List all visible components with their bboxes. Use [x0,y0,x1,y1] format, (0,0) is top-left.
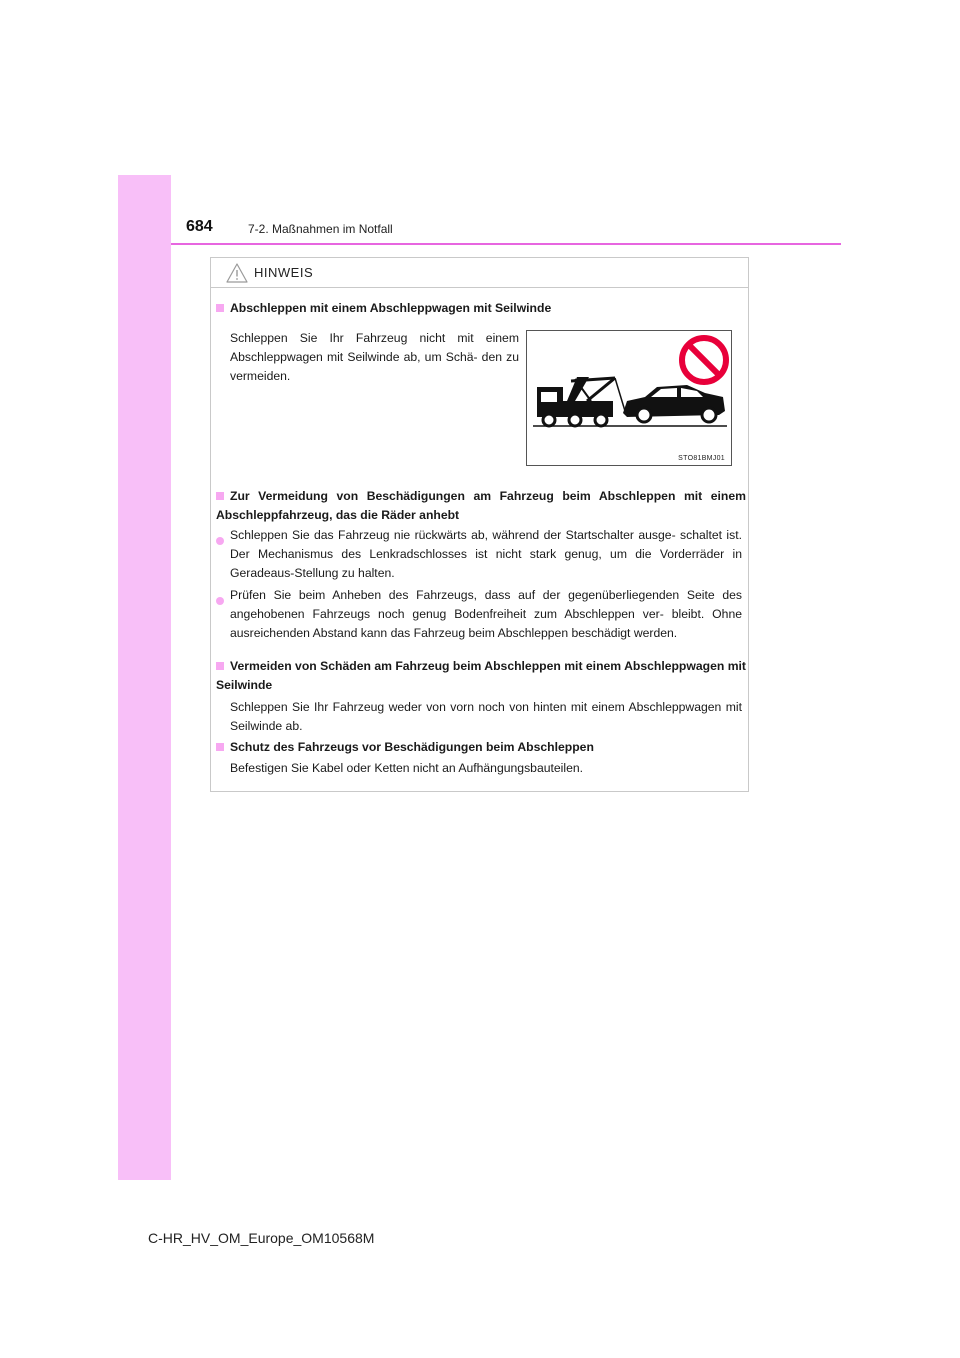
bullet-text: Schleppen Sie das Fahrzeug nie rückwärts ab, während der Startschalter ausge- schaltet ist. Der Mechanismus des Lenkradschlosses ist nicht stark genug, um die Vorderräder in Geradeaus-Stellung zu halten. [230,528,742,580]
section-body: Schleppen Sie Ihr Fahrzeug nicht mit einem Abschleppwagen mit Seilwinde ab, um Schä- den zu vermeiden. [230,331,519,383]
square-bullet-icon [216,743,224,751]
header-divider [171,243,841,245]
car-icon [623,385,725,422]
document-id: C-HR_HV_OM_Europe_OM10568M [148,1230,375,1246]
section-heading: Abschleppen mit einem Abschleppwagen mit Seilwinde [216,299,746,318]
notice-title: HINWEIS [254,265,314,280]
section-heading: Vermeiden von Schäden am Fahrzeug beim Abschleppen mit einem Abschleppwagen mit Seilwinde [216,659,746,692]
towing-illustration [526,330,732,466]
prohibition-icon [682,338,726,382]
chapter-tab-bar [118,175,171,1180]
figure-code: STO81BMJ01 [678,455,725,462]
section-body: Schleppen Sie Ihr Fahrzeug weder von vorn noch von hinten mit einem Abschleppwagen mit Seilwinde ab. [230,700,742,733]
warning-triangle-icon [225,262,249,284]
square-bullet-icon [216,492,224,500]
section-title: 7-2. Maßnahmen im Notfall [248,222,393,236]
bullet-text: Prüfen Sie beim Anheben des Fahrzeugs, dass auf der gegenüberliegenden Seite des angehobenen Fahrzeugs noch genug Bodenfreiheit zum Abschleppen ver- bleibt. Ohne ausreichenden Abstand kann das Fahrzeug beim Abschleppen beschädigt werden. [230,588,742,640]
notice-header [211,258,748,288]
bullet-marker [216,592,230,610]
tow-scene-graphic [527,331,731,465]
section-heading: Zur Vermeidung von Beschädigungen am Fahrzeug beim Abschleppen mit einem Abschleppfahrzeug, das die Räder anhebt [216,489,746,522]
bullet-marker [216,532,230,550]
round-bullet-icon [216,537,224,545]
tow-truck-icon [537,377,625,426]
square-bullet-icon [216,304,224,312]
section-heading: Schutz des Fahrzeugs vor Beschädigungen beim Abschleppen [216,738,746,757]
page-number: 684 [186,218,213,235]
square-bullet-icon [216,662,224,670]
section-body: Befestigen Sie Kabel oder Ketten nicht an Aufhängungsbauteilen. [230,761,584,775]
round-bullet-icon [216,597,224,605]
